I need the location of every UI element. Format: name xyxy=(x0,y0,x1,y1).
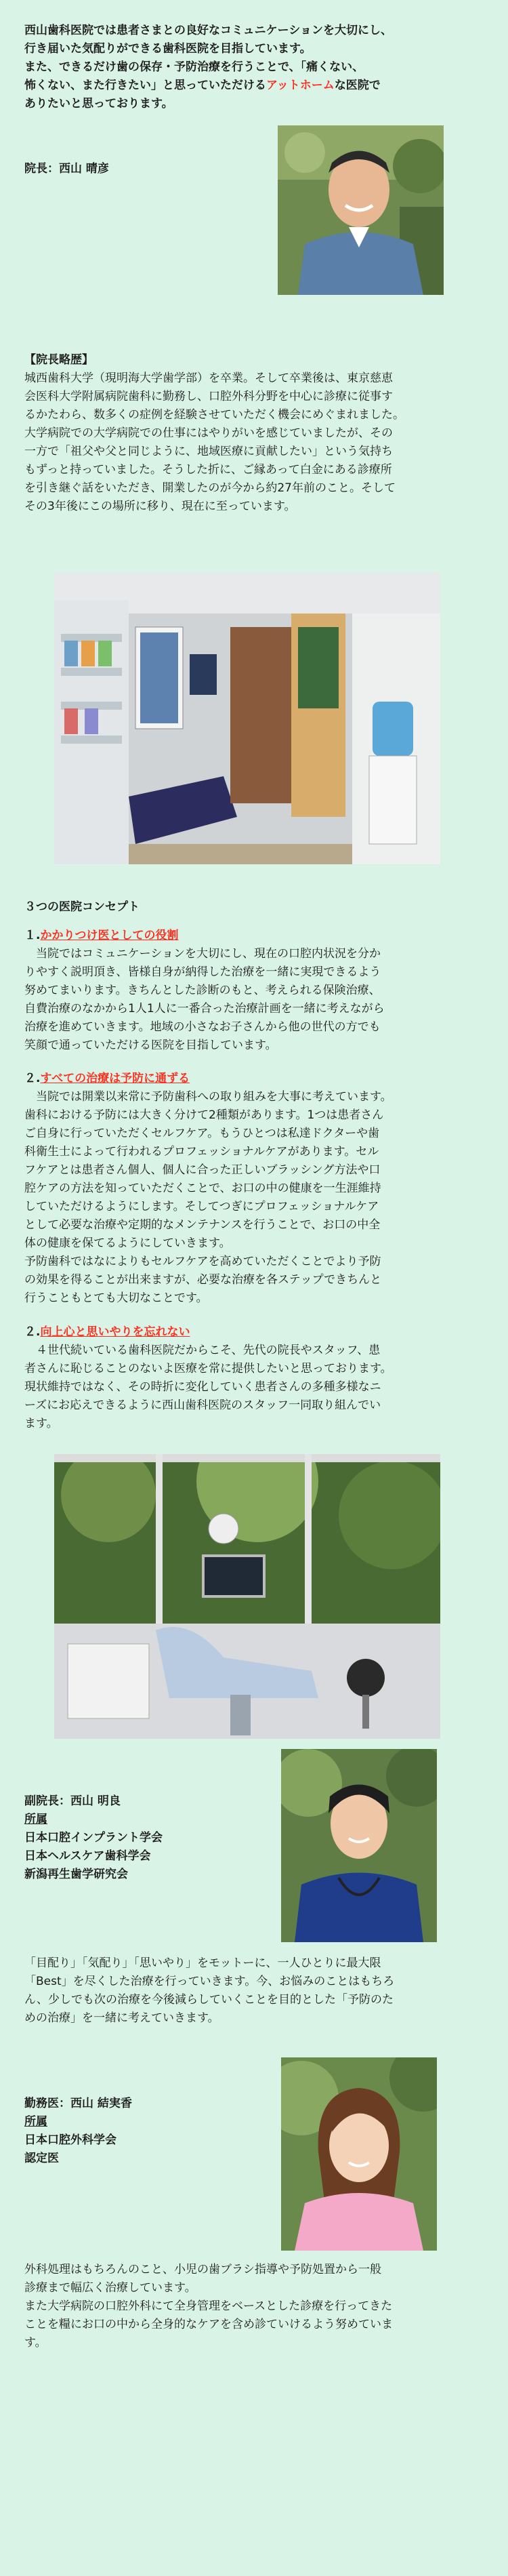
staff-affiliation-heading: 所属 xyxy=(24,2115,47,2129)
concept-3-text: ４世代続いている歯科医院だからこそ、先代の院長やスタッフ、患 者さんに恥じることのないよ医療を常に提供したいと思っております。 現状維持ではなく、その時折に変化していく患者さんの多種多様なニ ーズにお応えできるように西山歯科医院のスタッフ一同取り組んでい ます。 xyxy=(24,1344,392,1430)
vice-affiliation-heading: 所属 xyxy=(24,1813,47,1826)
athome-highlight: アットホーム xyxy=(266,79,335,92)
concept-1-title: １.かかりつけ医としての役割 xyxy=(24,929,179,942)
concept-2-title: ２.すべての治療は予防に通ずる xyxy=(24,1072,190,1085)
concept-1-text: 当院ではコミュニケーションを大切にし、現在の口腔内状況を分か りやすく説明頂き、皆様自身が納得した治療を一緒に実現できるよう 努めてまいります。きちんとした診断のもと、考えられる保険治療、 自費治療のなかから1人1人に一番合った治療計画を一緒に考えながら 治療を進めていきます。地域の小さなお子さんから他の世代の方でも 笑顔で通っていただける医院を目指しています。 xyxy=(24,947,385,1052)
vice-affiliation-list: 日本口腔インプラント学会 日本ヘルスケア歯科学会 新潟再生歯学研究会 xyxy=(24,1831,163,1881)
vice-director-text: 「目配り」「気配り」「思いやり」をモットーに、一人ひとりに最大限 「Best」を尽くした治療を行っていきます。今、お悩みのことはもちろ ん、少しでも次の治療を今後減らしていくことを目的とした「予防のた めの治療」を一緒に考えていきます。 xyxy=(24,1956,395,2025)
vice-director-photo xyxy=(281,1749,437,1942)
director-name: 院長：西山 晴彦 xyxy=(24,162,109,176)
staff-doctor-name: 勤務医：西山 結実香 xyxy=(24,2097,132,2110)
concept-2-text: 当院では開業以来常に予防歯科への取り組みを大事に考えています。 歯科における予防には大きく分けて2種類があります。1つは患者さん ご自身に行っていただくセルフケア。もうひとつは私達ドクターや歯 科衛生士によって行われるプロフェッショナルケアがあります。セル フケアとは患者さん個人、個人に合った正しいブラッシング方法や口 腔ケアの方法を知っていただくことで、お口の中の健康を一生涯維持 していただけるようにします。そしてつぎにプロフェッショナルケア として必要な治療や定期的なメンテナンスを行うことで、お口の中全 体の健康を保てるようにしていきます。 予防歯科ではなによりもセルフケアを高めていただくことでより予防 の効果を得ることが出来ますが、必要な治療を各ステップできちんと 行うこともとても大切なことです。 xyxy=(24,1090,392,1305)
vice-director-name: 副院長：西山 明良 xyxy=(24,1794,121,1808)
treatment-room-photo xyxy=(54,1454,440,1739)
staff-doctor-photo xyxy=(281,2057,437,2251)
concept-heading: ３つの医院コンセプト xyxy=(24,900,140,914)
career-text: 城西歯科大学（現明海大学歯学部）を卒業。そして卒業後は、東京慈恵 会医科大学附属病院歯科に勤務し、口腔外科分野を中心に診療に従事す るかたわら、数多くの症例を経験させていただく機会にめぐまれました。 大学病院での大学病院での仕事にはやりがいを感じていましたが、その 一方で「祖父や父と同じように、地域医療に貢献したい」という気持ち もずっと持っていました。そうした折に、ご縁あって白金にある診療所 を引き継ぐ話をいただき、開業したのが今から約27年前のこと。そして その3年後にこの場所に移り、現在に至っています。 xyxy=(24,371,404,513)
staff-affiliation-list: 日本口腔外科学会 認定医 xyxy=(24,2133,117,2165)
concept-3-title: ２.向上心と思いやりを忘れない xyxy=(24,1325,190,1339)
director-photo xyxy=(278,125,444,295)
intro-text: 西山歯科医院では患者さまとの良好なコミュニケーションを大切にし、 行き届いた気配りができる歯科医院を目指しています。 また、できるだけ歯の保存・予防治療を行うことで、「痛くない、 怖くない、また行きたい」と思っていただけるアットホームな医院で ありたいと思っております。 xyxy=(24,24,392,110)
staff-doctor-text: 外科処理はもちろんのこと、小児の歯ブラシ指導や予防処置から一般 診療まで幅広く治療しています。 また大学病院の口腔外科にて全身管理をベースとした診療を行ってきた ことを糧にお口の中から全身的なケアを含め診ていけるよう努めていま す。 xyxy=(24,2263,393,2350)
waiting-room-photo xyxy=(54,573,440,864)
career-heading: 【院長略歴】 xyxy=(24,353,93,367)
